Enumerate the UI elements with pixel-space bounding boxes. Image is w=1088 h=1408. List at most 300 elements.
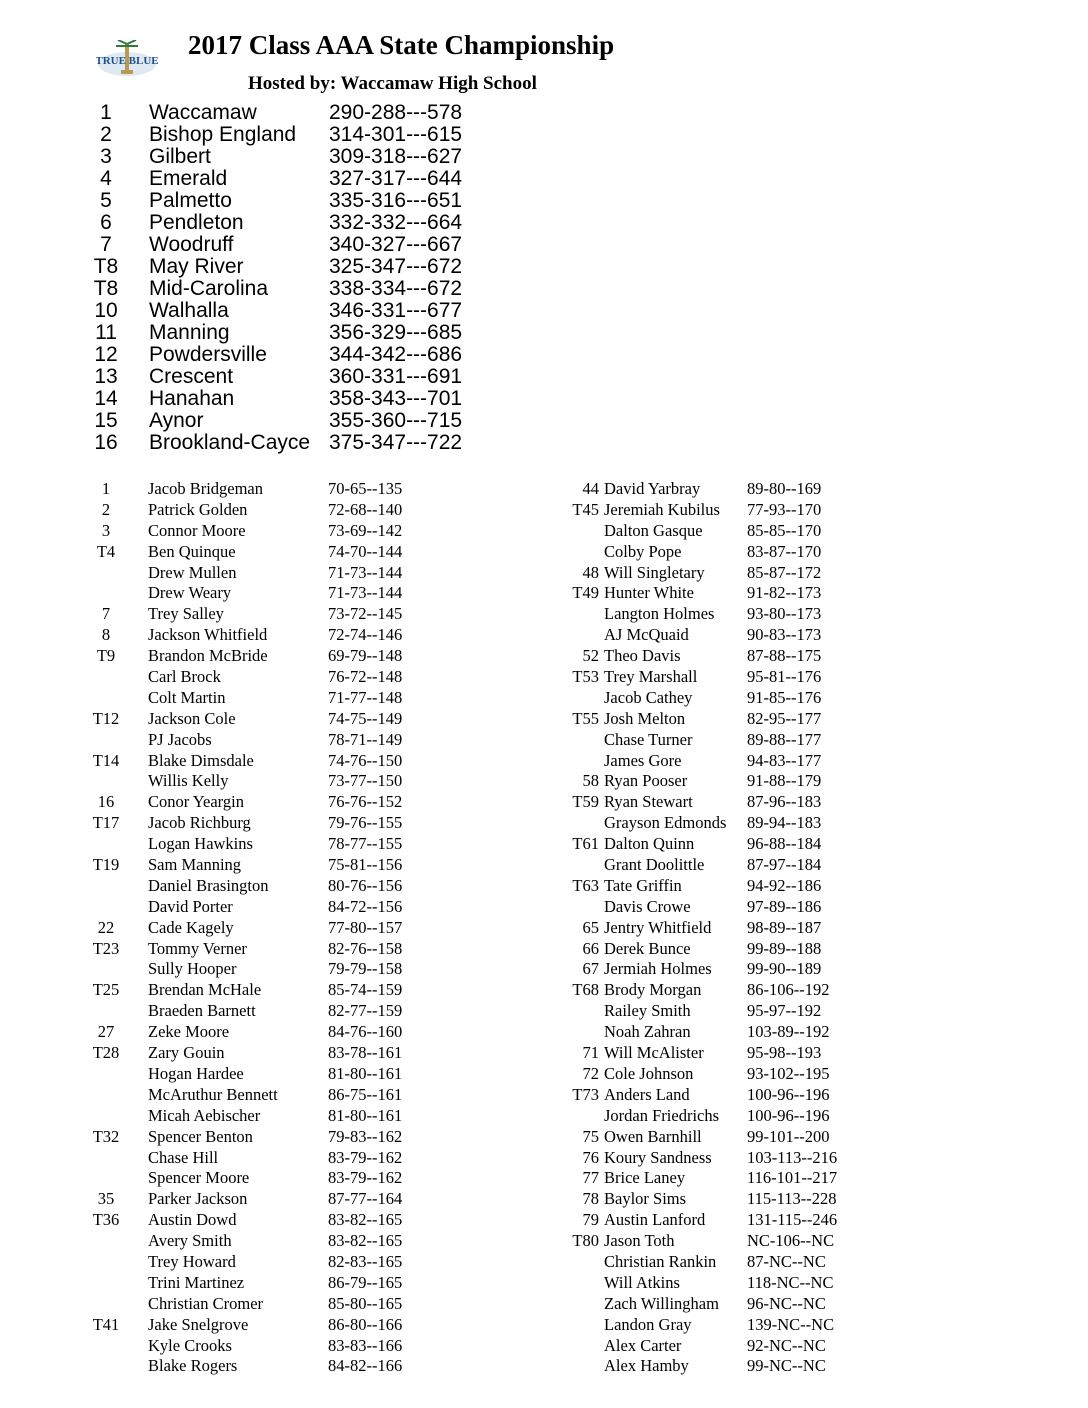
player-name: Parker Jackson (148, 1189, 248, 1209)
player-name: Langton Holmes (604, 604, 715, 624)
player-name: Jacob Bridgeman (148, 479, 264, 498)
player-row (520, 542, 1080, 563)
player-row (0, 1315, 520, 1336)
team-place: 12 (94, 343, 118, 366)
player-score: 83-82--165 (328, 1210, 403, 1230)
player-score: 74-76--150 (328, 750, 403, 770)
player-name: Jermiah Holmes (604, 959, 712, 979)
player-row (520, 479, 1080, 500)
player-score: 69-79--148 (328, 646, 403, 666)
player-name: Jentry Whitfield (604, 917, 712, 937)
player-row (520, 625, 1080, 646)
player-row (0, 625, 520, 646)
player-row (0, 1127, 520, 1148)
player-row (0, 918, 520, 939)
player-score: 103-113--216 (747, 1147, 838, 1167)
player-row (0, 939, 520, 960)
player-row (520, 563, 1080, 584)
player-row (520, 939, 1080, 960)
player-name: Blake Dimsdale (148, 750, 254, 770)
player-name: Jackson Cole (148, 708, 236, 728)
player-name: McAruthur Bennett (148, 1084, 278, 1104)
player-name: Sam Manning (148, 855, 242, 875)
team-place: 5 (100, 189, 112, 212)
player-name: Trey Howard (148, 1251, 236, 1271)
player-name: Colt Martin (148, 687, 226, 707)
player-score: 83-82--165 (328, 1231, 403, 1251)
individual-results-left (0, 479, 520, 1377)
player-score: 82-76--158 (328, 938, 403, 958)
team-score: 358-343---701 (329, 387, 463, 410)
player-row (0, 521, 520, 542)
player-name: Will Singletary (604, 562, 705, 582)
player-name: Landon Gray (604, 1314, 692, 1334)
player-name: Chase Hill (148, 1147, 219, 1167)
team-name: May River (149, 255, 244, 278)
player-row (520, 500, 1080, 521)
player-place: 16 (97, 792, 115, 812)
player-name: Brendan McHale (148, 980, 262, 1000)
player-name: Christian Cromer (148, 1293, 264, 1313)
player-name: David Yarbray (604, 479, 701, 498)
player-score: 85-74--159 (328, 980, 403, 1000)
player-score: 77-80--157 (328, 917, 403, 937)
player-row (0, 1085, 520, 1106)
player-name: David Porter (148, 896, 233, 916)
player-row (0, 1210, 520, 1231)
player-score: NC-106--NC (747, 1231, 835, 1251)
player-place: T55 (572, 708, 599, 728)
player-row (0, 583, 520, 604)
team-name: Brookland-Cayce (149, 431, 311, 454)
player-score: 86-106--192 (747, 980, 830, 1000)
player-score: 78-77--155 (328, 834, 403, 854)
player-score: 99-101--200 (747, 1126, 830, 1146)
player-score: 73-72--145 (328, 604, 403, 624)
player-score: 118-NC--NC (747, 1272, 834, 1292)
player-row (520, 897, 1080, 918)
player-name: Cole Johnson (604, 1063, 694, 1083)
player-place: T73 (572, 1084, 599, 1104)
player-name: Jackson Whitfield (148, 625, 268, 645)
player-score: 73-69--142 (328, 520, 403, 540)
player-place: T12 (92, 708, 120, 728)
team-name: Pendleton (149, 211, 244, 234)
team-score: 327-317---644 (329, 167, 463, 190)
player-score: 116-101--217 (747, 1168, 838, 1188)
team-name: Aynor (149, 409, 204, 432)
player-row (0, 688, 520, 709)
player-row (520, 1106, 1080, 1127)
player-score: 83-78--161 (328, 1043, 403, 1063)
player-name: Blake Rogers (148, 1356, 238, 1376)
player-row (0, 1106, 520, 1127)
player-place: T17 (92, 813, 120, 833)
player-row (520, 1231, 1080, 1252)
player-row (0, 897, 520, 918)
page-subtitle: Hosted by: Waccamaw High School (248, 73, 537, 94)
player-score: 70-65--135 (328, 479, 403, 498)
player-score: 100-96--196 (747, 1084, 830, 1104)
team-row (0, 410, 520, 432)
player-row (0, 1336, 520, 1357)
player-row (520, 980, 1080, 1001)
player-row (0, 792, 520, 813)
player-name: Daniel Brasington (148, 875, 269, 895)
player-row (0, 709, 520, 730)
team-results (0, 102, 520, 454)
player-name: Will McAlister (604, 1043, 704, 1063)
player-row (520, 834, 1080, 855)
player-name: Patrick Golden (148, 499, 248, 519)
player-row (0, 855, 520, 876)
player-place: 75 (582, 1126, 599, 1146)
player-place: 2 (101, 499, 111, 519)
player-place: 76 (582, 1147, 599, 1167)
player-name: Christian Rankin (604, 1251, 717, 1271)
player-row (520, 1064, 1080, 1085)
team-row (0, 212, 520, 234)
player-row (0, 959, 520, 980)
player-name: Zary Gouin (148, 1043, 225, 1063)
player-place: T23 (92, 938, 120, 958)
player-score: 87-97--184 (747, 855, 822, 875)
player-score: 94-92--186 (747, 875, 822, 895)
player-place: 35 (97, 1189, 115, 1209)
player-row (0, 1064, 520, 1085)
player-place: T53 (572, 667, 599, 687)
player-name: Tommy Verner (148, 938, 247, 958)
player-row (0, 479, 520, 500)
player-row (520, 1336, 1080, 1357)
player-name: Micah Aebischer (148, 1105, 261, 1125)
player-name: Ryan Stewart (604, 792, 693, 812)
player-score: 87-77--164 (328, 1189, 403, 1209)
player-score: 131-115--246 (747, 1210, 838, 1230)
player-row (0, 1231, 520, 1252)
team-name: Gilbert (149, 145, 211, 168)
player-row (0, 751, 520, 772)
player-score: 81-80--161 (328, 1063, 403, 1083)
team-row (0, 168, 520, 190)
player-place: 66 (582, 938, 599, 958)
team-score: 356-329---685 (329, 321, 463, 344)
team-place: 10 (94, 299, 118, 322)
player-name: Owen Barnhill (604, 1126, 702, 1146)
player-row (520, 688, 1080, 709)
player-row (520, 709, 1080, 730)
player-score: 93-80--173 (747, 604, 822, 624)
player-place: 48 (582, 562, 599, 582)
team-row (0, 388, 520, 410)
team-name: Crescent (149, 365, 234, 388)
player-score: 77-93--170 (747, 499, 822, 519)
player-name: Grayson Edmonds (604, 813, 727, 833)
player-score: 84-82--166 (328, 1356, 403, 1376)
player-name: Hunter White (604, 583, 694, 603)
player-row (520, 1273, 1080, 1294)
team-place: 4 (100, 167, 112, 190)
player-row (0, 1252, 520, 1273)
team-row (0, 300, 520, 322)
player-name: Conor Yeargin (148, 792, 244, 812)
player-row (0, 1001, 520, 1022)
player-place: T4 (96, 541, 116, 561)
player-row (0, 604, 520, 625)
player-row (520, 1252, 1080, 1273)
player-place: 27 (97, 1022, 115, 1042)
team-row (0, 234, 520, 256)
player-name: Trey Salley (148, 604, 224, 624)
player-score: 76-76--152 (328, 792, 403, 812)
player-score: 80-76--156 (328, 875, 403, 895)
player-row (0, 1356, 520, 1377)
team-score: 360-331---691 (329, 365, 463, 388)
player-score: 71-77--148 (328, 687, 403, 707)
player-name: Colby Pope (604, 541, 682, 561)
player-score: 92-NC--NC (747, 1335, 826, 1355)
player-score: 85-80--165 (328, 1293, 403, 1313)
player-name: Cade Kagely (148, 917, 234, 937)
player-name: Sully Hooper (148, 959, 237, 979)
player-score: 99-89--188 (747, 938, 822, 958)
player-score: 79-76--155 (328, 813, 403, 833)
player-name: Spencer Moore (148, 1168, 250, 1188)
player-name: Carl Brock (148, 667, 221, 687)
player-row (0, 1294, 520, 1315)
player-place: T36 (92, 1210, 120, 1230)
player-name: Braeden Barnett (148, 1001, 256, 1021)
player-place: T9 (96, 646, 116, 666)
player-row (520, 1189, 1080, 1210)
player-score: 139-NC--NC (747, 1314, 835, 1334)
team-score: 325-347---672 (329, 255, 463, 278)
player-row (520, 876, 1080, 897)
team-row (0, 190, 520, 212)
player-score: 78-71--149 (328, 729, 403, 749)
player-score: 87-96--183 (747, 792, 822, 812)
team-name: Powdersville (149, 343, 267, 366)
player-place: T32 (92, 1126, 120, 1146)
player-name: Anders Land (604, 1084, 690, 1104)
player-name: Alex Carter (604, 1335, 682, 1355)
player-name: Drew Weary (148, 583, 232, 603)
team-place: T8 (93, 277, 119, 300)
player-row (0, 876, 520, 897)
player-name: Derek Bunce (604, 938, 691, 958)
player-score: 79-79--158 (328, 959, 403, 979)
player-score: 91-88--179 (747, 771, 822, 791)
player-score: 100-96--196 (747, 1105, 830, 1125)
player-row (0, 980, 520, 1001)
player-name: Jordan Friedrichs (604, 1105, 720, 1125)
player-row (0, 1168, 520, 1189)
player-row (0, 730, 520, 751)
team-score: 346-331---677 (329, 299, 463, 322)
player-place: 71 (582, 1043, 599, 1063)
player-score: 74-70--144 (328, 541, 403, 561)
player-score: 85-87--172 (747, 562, 822, 582)
team-name: Palmetto (149, 189, 232, 212)
player-score: 84-72--156 (328, 896, 403, 916)
team-score: 375-347---722 (329, 431, 463, 454)
player-row (0, 1189, 520, 1210)
player-row (520, 1127, 1080, 1148)
team-place: 15 (94, 409, 118, 432)
team-place: 6 (100, 211, 112, 234)
team-score: 290-288---578 (329, 101, 463, 124)
player-score: 89-80--169 (747, 479, 822, 498)
team-place: 13 (94, 365, 118, 388)
player-score: 90-83--173 (747, 625, 822, 645)
player-name: Alex Hamby (604, 1356, 689, 1376)
player-name: Hogan Hardee (148, 1063, 244, 1083)
player-name: Grant Doolittle (604, 855, 705, 875)
player-score: 83-79--162 (328, 1147, 403, 1167)
player-row (520, 918, 1080, 939)
team-score: 344-342---686 (329, 343, 463, 366)
player-place: 52 (582, 646, 599, 666)
player-name: Koury Sandness (604, 1147, 712, 1167)
player-score: 81-80--161 (328, 1105, 403, 1125)
player-name: Chase Turner (604, 729, 693, 749)
player-row (0, 500, 520, 521)
player-name: Drew Mullen (148, 562, 237, 582)
player-name: Davis Crowe (604, 896, 691, 916)
player-row (520, 792, 1080, 813)
player-place: 3 (101, 520, 111, 540)
player-row (0, 771, 520, 792)
player-score: 84-76--160 (328, 1022, 403, 1042)
player-score: 71-73--144 (328, 583, 403, 603)
team-row (0, 432, 520, 454)
team-place: 14 (94, 387, 118, 410)
player-place: 8 (101, 625, 111, 645)
player-place: T59 (572, 792, 599, 812)
player-place: T45 (572, 499, 599, 519)
player-score: 91-85--176 (747, 687, 822, 707)
player-row (520, 646, 1080, 667)
team-row (0, 322, 520, 344)
player-row (0, 834, 520, 855)
player-score: 83-79--162 (328, 1168, 403, 1188)
player-place: T41 (92, 1314, 120, 1334)
player-row (520, 1043, 1080, 1064)
player-place: 58 (582, 771, 599, 791)
player-name: Dalton Gasque (604, 520, 703, 540)
player-score: 85-85--170 (747, 520, 822, 540)
team-place: 11 (95, 321, 117, 344)
player-row (520, 667, 1080, 688)
player-row (520, 604, 1080, 625)
player-place: T80 (572, 1231, 599, 1251)
player-score: 91-82--173 (747, 583, 822, 603)
player-name: Jake Snelgrove (148, 1314, 249, 1334)
team-row (0, 256, 520, 278)
team-row (0, 146, 520, 168)
logo-graphic (96, 40, 158, 80)
player-score: 82-95--177 (747, 708, 822, 728)
team-row (0, 366, 520, 388)
player-score: 98-89--187 (747, 917, 822, 937)
player-row (0, 1148, 520, 1169)
player-row (520, 730, 1080, 751)
player-row (520, 521, 1080, 542)
player-score: 83-83--166 (328, 1335, 403, 1355)
player-score: 87-NC--NC (747, 1251, 826, 1271)
player-score: 99-NC--NC (747, 1356, 826, 1376)
team-score: 355-360---715 (329, 409, 463, 432)
player-name: Jacob Richburg (148, 813, 251, 833)
player-name: James Gore (604, 750, 682, 770)
player-score: 86-75--161 (328, 1084, 403, 1104)
player-row (520, 1356, 1080, 1377)
player-row (0, 563, 520, 584)
team-score: 314-301---615 (329, 123, 463, 146)
team-score: 340-327---667 (329, 233, 463, 256)
team-name: Woodruff (149, 233, 234, 256)
player-name: Tate Griffin (604, 875, 682, 895)
player-score: 71-73--144 (328, 562, 403, 582)
player-name: Trini Martinez (148, 1272, 245, 1292)
player-name: Connor Moore (148, 520, 246, 540)
player-place: 78 (582, 1189, 599, 1209)
player-row (520, 771, 1080, 792)
player-score: 95-98--193 (747, 1043, 822, 1063)
player-name: Trey Marshall (604, 667, 698, 687)
player-score: 83-87--170 (747, 541, 822, 561)
player-score: 96-NC--NC (747, 1293, 826, 1313)
team-row (0, 344, 520, 366)
player-score: 97-89--186 (747, 896, 822, 916)
player-score: 79-83--162 (328, 1126, 403, 1146)
player-score: 72-68--140 (328, 499, 403, 519)
player-score: 115-113--228 (747, 1189, 837, 1209)
player-score: 82-83--165 (328, 1251, 403, 1271)
player-name: Ben Quinque (148, 541, 236, 561)
player-row (520, 1294, 1080, 1315)
player-score: 99-90--189 (747, 959, 822, 979)
team-score: 309-318---627 (329, 145, 463, 168)
player-score: 86-79--165 (328, 1272, 403, 1292)
player-name: Logan Hawkins (148, 834, 253, 854)
player-name: Jacob Cathey (604, 687, 693, 707)
player-place: T25 (92, 980, 120, 1000)
player-score: 96-88--184 (747, 834, 822, 854)
player-row (0, 813, 520, 834)
player-name: Jason Toth (604, 1231, 675, 1251)
player-place: 1 (101, 479, 111, 498)
player-place: T63 (572, 875, 599, 895)
player-row (520, 1315, 1080, 1336)
player-score: 89-88--177 (747, 729, 822, 749)
team-place: 1 (100, 101, 112, 124)
team-name: Hanahan (149, 387, 235, 410)
team-name: Walhalla (149, 299, 229, 322)
player-place: 7 (101, 604, 111, 624)
individual-results-right (520, 479, 1080, 1377)
player-score: 103-89--192 (747, 1022, 830, 1042)
player-row (0, 542, 520, 563)
player-name: Jeremiah Kubilus (604, 499, 720, 519)
player-row (0, 1022, 520, 1043)
team-row (0, 102, 520, 124)
player-row (520, 959, 1080, 980)
player-place: 79 (582, 1210, 599, 1230)
player-name: Baylor Sims (604, 1189, 687, 1209)
player-name: Josh Melton (604, 708, 686, 728)
player-score: 76-72--148 (328, 667, 403, 687)
